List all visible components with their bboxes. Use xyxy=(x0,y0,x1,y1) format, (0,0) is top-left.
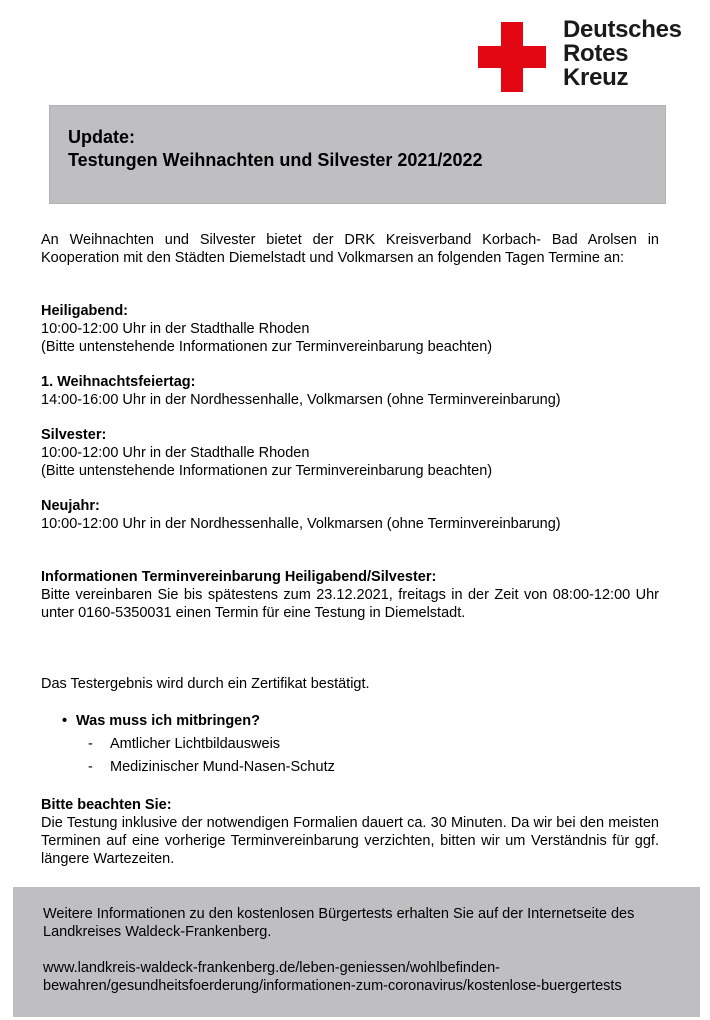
footer-info-line: Landkreises Waldeck-Frankenberg. xyxy=(43,924,272,940)
note-text: Die Testung inklusive der notwendigen Formalien dauert ca. 30 Minuten. Da wir bei den meisten Terminen auf eine vorherige Terminvereinbarung verzichten, bitten wir um Verständnis für ggf. längere Wartezeiten. xyxy=(41,815,659,867)
logo-line: Deutsches xyxy=(563,16,682,43)
title-line-update: Update: xyxy=(68,127,135,147)
date-block-neujahr xyxy=(41,497,659,533)
list-item xyxy=(88,758,335,776)
red-cross-icon xyxy=(478,22,546,92)
title-box xyxy=(49,105,666,204)
appointment-text: Bitte vereinbaren Sie bis spätestens zum 23.12.2021, freitags in der Zeit von 08:00-12:00 Uhr unter 0160-5350031 einen Termin für eine Testung in Diemelstadt. xyxy=(41,587,659,621)
note-heading: Bitte beachten Sie: xyxy=(41,797,172,813)
date-line: (Bitte untenstehende Informationen zur Terminvereinbarung beachten) xyxy=(41,463,493,479)
footer-url-line[interactable]: bewahren/gesundheitsfoerderung/informationen-zum-coronavirus/kostenlose-buergertests xyxy=(43,978,622,994)
date-block-heiligabend xyxy=(41,302,659,356)
date-heading: Heiligabend: xyxy=(41,303,129,319)
intro-paragraph: An Weihnachten und Silvester bietet der DRK Kreisverband Korbach- Bad Arolsen in Kooperation mit den Städten Diemelstadt und Volkmarsen an folgenden Tagen Termine an: xyxy=(41,232,659,266)
date-block-silvester xyxy=(41,426,659,480)
certificate-note xyxy=(41,675,659,693)
footer-url-line[interactable]: www.landkreis-waldeck-frankenberg.de/leben-geniessen/wohlbefinden- xyxy=(43,960,501,976)
date-line: 10:00-12:00 Uhr in der Nordhessenhalle, Volkmarsen (ohne Terminvereinbarung) xyxy=(41,516,561,532)
list-item-text: Amtlicher Lichtbildausweis xyxy=(110,736,281,752)
logo-wordmark xyxy=(563,18,708,90)
footer-info-line: Weitere Informationen zu den kostenlosen Bürgertests erhalten Sie auf der Internetseite des xyxy=(43,906,635,922)
logo-line: Rotes xyxy=(563,40,629,67)
dash-marker: - xyxy=(88,759,93,775)
date-line: (Bitte untenstehende Informationen zur Terminvereinbarung beachten) xyxy=(41,339,493,355)
note-section xyxy=(41,796,659,868)
list-item-text: Medizinischer Mund-Nasen-Schutz xyxy=(110,759,335,775)
certificate-text: Das Testergebnis wird durch ein Zertifikat bestätigt. xyxy=(41,676,370,692)
appointment-section xyxy=(41,568,659,622)
date-line: 14:00-16:00 Uhr in der Nordhessenhalle, Volkmarsen (ohne Terminvereinbarung) xyxy=(41,392,561,408)
bring-heading: Was muss ich mitbringen? xyxy=(76,713,260,729)
date-block-weihnachtsfeiertag xyxy=(41,373,659,409)
dash-marker: - xyxy=(88,736,93,752)
bring-heading-row xyxy=(62,712,260,730)
date-line: 10:00-12:00 Uhr in der Stadthalle Rhoden xyxy=(41,321,310,337)
title-line-main: Testungen Weihnachten und Silvester 2021/2022 xyxy=(68,150,483,170)
appointment-heading: Informationen Terminvereinbarung Heiligabend/Silvester: xyxy=(41,569,437,585)
date-heading: 1. Weihnachtsfeiertag: xyxy=(41,374,196,390)
list-item xyxy=(88,735,280,753)
date-heading: Neujahr: xyxy=(41,498,100,514)
bullet-icon: • xyxy=(62,713,68,729)
footer-url[interactable] xyxy=(43,959,683,995)
date-line: 10:00-12:00 Uhr in der Stadthalle Rhoden xyxy=(41,445,310,461)
date-heading: Silvester: xyxy=(41,427,107,443)
footer-info xyxy=(43,905,683,941)
footer-box xyxy=(13,887,700,1017)
intro-section xyxy=(41,231,659,267)
logo-line: Kreuz xyxy=(563,64,629,91)
page-title xyxy=(68,126,482,172)
